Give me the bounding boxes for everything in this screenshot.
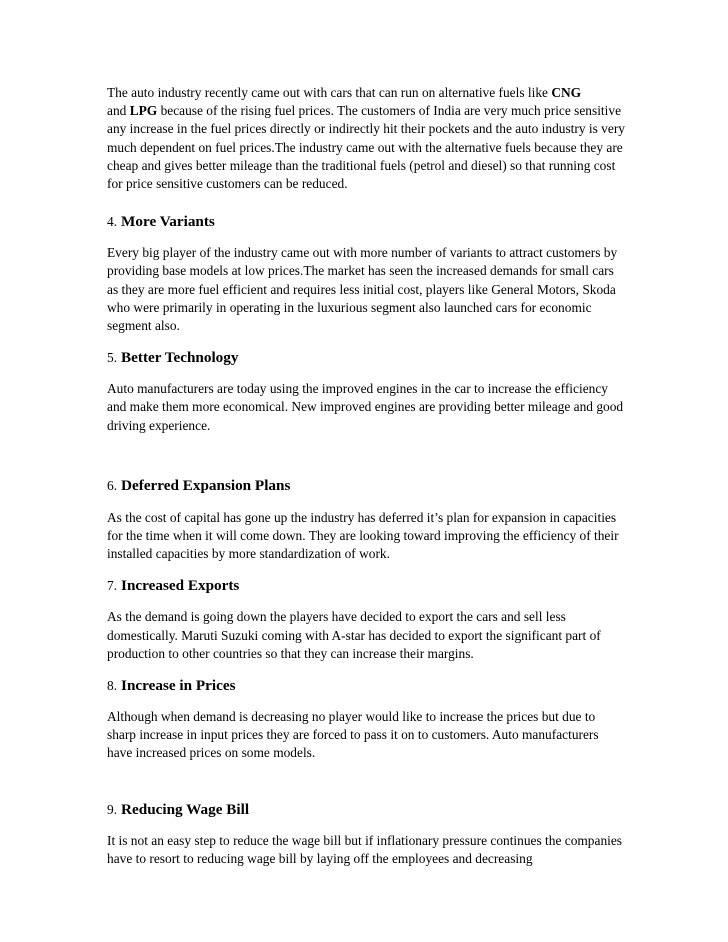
section-title: More Variants (121, 213, 215, 231)
section-title: Reducing Wage Bill (121, 800, 250, 818)
section-number: 9. (107, 801, 118, 817)
intro-paragraph (107, 84, 627, 193)
intro-text-2: and (107, 103, 130, 119)
intro-text-1: The auto industry recently came out with cars that can run on alternative fuels like (107, 85, 552, 100)
section-body-9: It is not an easy step to reduce the wage bill but if inflationary pressure continues the companies have to resort to reducing wage bill by laying off the employees and decreasing (107, 832, 623, 866)
section-heading-6 (107, 477, 627, 495)
intro-text-3: because of the rising fuel prices. The customers of India are very much price sensitive any increase in the fuel prices directly or indirectly hit their pockets and the auto industry is very much dependent on fuel prices.The industry came out with the alternative fuels because they are cheap and gives better mileage than the traditional fuels (petrol and diesel) so that running cost for price sensitive customers can be reduced. (107, 103, 625, 192)
intro-bold-lpg: LPG (129, 103, 158, 119)
section-heading-8 (107, 677, 627, 695)
intro-bold-cng: CNG (551, 85, 582, 100)
section-title: Better Technology (121, 349, 239, 367)
section-body-5: Auto manufacturers are today using the improved engines in the car to increase the efficiency and make them more economical. New improved engines are providing better mileage and good driving experience. (107, 381, 624, 433)
section-heading-9 (107, 801, 627, 819)
section-title: Deferred Expansion Plans (121, 476, 291, 494)
section-number: 8. (107, 678, 118, 694)
section-number: 6. (107, 477, 118, 493)
section-number: 4. (107, 214, 118, 230)
section-title: Increased Exports (121, 577, 240, 595)
section-body-7: As the demand is going down the players have decided to export the cars and sell less domestically. Maruti Suzuki coming with A-star has decided to export the significant part of production to other countries so that they can increase their margins. (107, 609, 601, 661)
section-heading-4 (107, 213, 627, 231)
section-body-4: Every big player of the industry came out with more number of variants to attract customers by providing base models at low prices.The market has seen the increased demands for small cars as they are more fuel efficient and requires less initial cost, players like General Motors, Skoda who were primarily in operating in the luxurious segment also launched cars for economic segment also. (107, 245, 618, 334)
section-number: 5. (107, 350, 118, 366)
section-title: Increase in Prices (121, 677, 236, 695)
section-number: 7. (107, 578, 118, 594)
section-heading-5 (107, 349, 627, 367)
section-body-6: As the cost of capital has gone up the industry has deferred it’s plan for expansion in capacities for the time when it will come down. They are looking toward improving the efficiency of their installed capacities by more standardization of work. (107, 509, 619, 562)
section-body-8: Although when demand is decreasing no player would like to increase the prices but due to sharp increase in input prices they are forced to pass it on to customers. Auto manufacturers have increased prices on some models. (107, 709, 599, 761)
document-body (107, 84, 627, 868)
section-heading-7 (107, 577, 627, 595)
